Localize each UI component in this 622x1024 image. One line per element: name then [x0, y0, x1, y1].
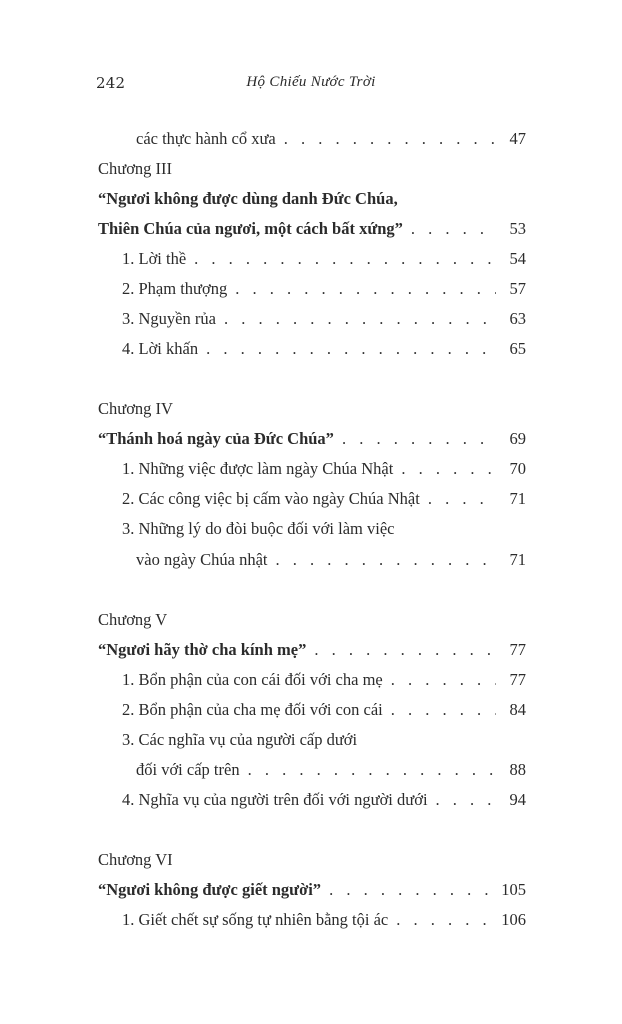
chapter-label-text: Chương V	[98, 610, 168, 629]
chapter-title	[98, 219, 526, 245]
leader-dots	[391, 670, 496, 690]
toc-entry-page: 54	[509, 249, 526, 268]
toc-entry	[122, 700, 526, 726]
toc-entry	[122, 730, 526, 756]
leader-dots	[396, 910, 495, 930]
leader-dots	[284, 129, 496, 149]
leader-dots	[411, 219, 496, 239]
chapter-title	[98, 189, 526, 215]
leader-dots	[436, 790, 496, 810]
toc-entry	[122, 910, 526, 936]
toc-entry-text: 1. Giết chết sự sống tự nhiên bằng tội ác	[122, 910, 389, 929]
leader-dots	[314, 640, 496, 660]
running-title: Hộ Chiếu Nước Trời	[246, 74, 376, 90]
toc-entry	[122, 279, 526, 305]
toc-entry-text: 3. Nguyền rủa	[122, 309, 216, 328]
toc-entry-page: 63	[509, 309, 526, 328]
leader-dots	[401, 459, 496, 479]
toc-entry-page: 53	[509, 219, 526, 238]
toc-entry-page: 57	[509, 279, 526, 298]
leader-dots	[276, 550, 496, 570]
toc-entry-text: 1. Những việc được làm ngày Chúa Nhật	[122, 459, 394, 478]
toc-entry-page: 65	[509, 339, 526, 358]
toc-entry-page: 69	[509, 429, 526, 448]
toc-entry-page: 70	[509, 459, 526, 478]
toc-entry-text: 1. Bổn phận của con cái đối với cha mẹ	[122, 670, 383, 689]
toc-entry	[122, 790, 526, 816]
chapter-title-text: “Ngươi không được dùng danh Đức Chúa,	[98, 189, 398, 208]
leader-dots	[224, 309, 496, 329]
leader-dots	[342, 429, 496, 449]
chapter-title	[98, 880, 526, 906]
toc-entry-page: 77	[509, 640, 526, 659]
chapter-title-text: Thiên Chúa của ngươi, một cách bất xứng”	[98, 219, 403, 238]
leader-dots	[235, 279, 496, 299]
toc-entry	[122, 339, 526, 365]
chapter-label	[98, 399, 526, 425]
chapter-title-text: “Ngươi không được giết người”	[98, 880, 322, 899]
toc-entry	[122, 459, 526, 485]
toc-entry	[122, 309, 526, 335]
toc-entry	[122, 519, 526, 545]
toc-entry	[122, 249, 526, 275]
toc-entry	[122, 489, 526, 515]
toc-entry	[122, 670, 526, 696]
toc-entry-text: đối với cấp trên	[136, 760, 240, 779]
toc-entry-text: 2. Bổn phận của cha mẹ đối với con cái	[122, 700, 383, 719]
chapter-title	[98, 429, 526, 455]
toc-entry-text: 4. Nghĩa vụ của người trên đối với người dưới	[122, 790, 428, 809]
leader-dots	[329, 880, 495, 900]
toc-entry	[136, 550, 526, 576]
toc-entry-page: 106	[501, 910, 526, 929]
chapter-title-text: “Thánh hoá ngày của Đức Chúa”	[98, 429, 334, 448]
chapter-label	[98, 159, 526, 185]
chapter-title	[98, 640, 526, 666]
leader-dots	[428, 489, 496, 509]
page-header	[96, 74, 526, 98]
toc-entry-text: 3. Những lý do đòi buộc đối với làm việc	[122, 519, 395, 538]
toc-entry	[136, 760, 526, 786]
toc-entry	[136, 129, 526, 155]
chapter-label	[98, 610, 526, 636]
toc-entry-page: 88	[509, 760, 526, 779]
toc-entry-page: 105	[501, 880, 526, 899]
leader-dots	[391, 700, 496, 720]
page-number: 242	[96, 74, 126, 92]
toc-entry-page: 77	[509, 670, 526, 689]
toc-entry-text: 1. Lời thề	[122, 249, 187, 268]
leader-dots	[206, 339, 496, 359]
chapter-label	[98, 850, 526, 876]
chapter-label-text: Chương III	[98, 159, 173, 178]
toc-entry-page: 84	[509, 700, 526, 719]
toc-entry-text: 3. Các nghĩa vụ của người cấp dưới	[122, 730, 358, 749]
toc-entry-page: 71	[509, 550, 526, 569]
toc-entry-text: 2. Các công việc bị cấm vào ngày Chúa Nhật	[122, 489, 420, 508]
toc-entry-page: 94	[509, 790, 526, 809]
chapter-title-text: “Ngươi hãy thờ cha kính mẹ”	[98, 640, 307, 659]
toc-entry-page: 71	[509, 489, 526, 508]
toc-entry-text: 4. Lời khấn	[122, 339, 199, 358]
leader-dots	[194, 249, 496, 269]
toc-entry-text: 2. Phạm thượng	[122, 279, 228, 298]
toc-entry-text: vào ngày Chúa nhật	[136, 550, 268, 569]
leader-dots	[248, 760, 496, 780]
toc-entry-text: các thực hành cổ xưa	[136, 129, 276, 148]
chapter-label-text: Chương IV	[98, 399, 173, 418]
chapter-label-text: Chương VI	[98, 850, 173, 869]
toc-entry-page: 47	[509, 129, 526, 148]
